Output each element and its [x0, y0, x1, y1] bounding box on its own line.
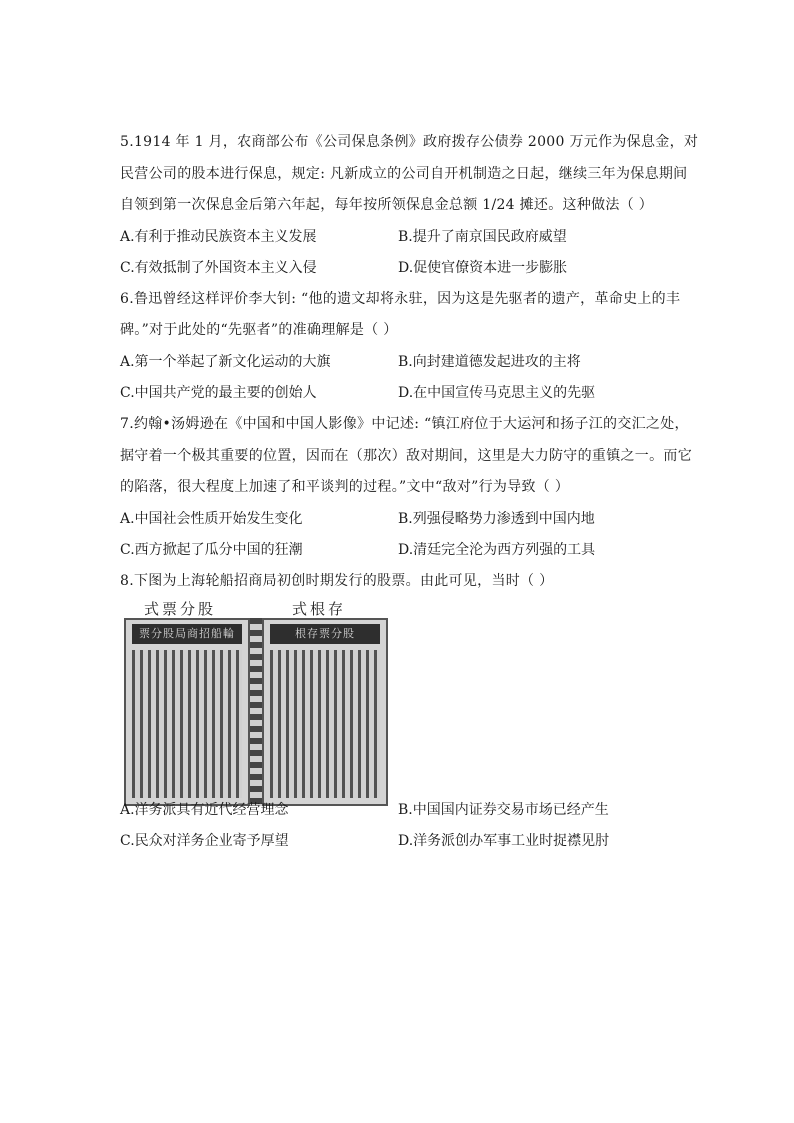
- q5-option-c: C.有效抵制了外国资本主义入侵: [120, 260, 317, 276]
- q7-option-d: D.清廷完全沦为西方列强的工具: [398, 542, 596, 558]
- q5-stem-line-2: 民营公司的股本进行保息，规定: 凡新成立的公司自开机制造之日起，继续三年为保息期间: [120, 166, 688, 182]
- share-certificate-panel: [124, 618, 250, 806]
- q7-option-a: A.中国社会性质开始发生变化: [120, 511, 303, 527]
- q8-option-c: C.民众对洋务企业寄予厚望: [120, 833, 289, 849]
- q5-stem-line-1: 5.1914 年 1 月，农商部公布《公司保息条例》政府拨存公债券 2000 万元作为保息金，对: [120, 134, 699, 150]
- q6-option-d: D.在中国宣传马克思主义的先驱: [398, 385, 596, 401]
- q6-stem-line-1: 6.鲁迅曾经这样评价李大钊: “他的遗文却将永驻，因为这是先驱者的遗产，革命史上的丰: [120, 291, 681, 307]
- q7-stem-line-3: 的陷落，很大程度上加速了和平谈判的过程。”文中“敌对”行为导致（ ）: [120, 479, 570, 495]
- q8-option-b: B.中国国内证券交易市场已经产生: [398, 802, 609, 818]
- stub-certificate-panel: [262, 618, 388, 806]
- q8-option-d: D.洋务派创办军事工业时捉襟见肘: [398, 833, 610, 849]
- q8-stem-line-1: 8.下图为上海轮船招商局初创时期发行的股票。由此可见，当时（ ）: [120, 573, 554, 589]
- stub-certificate-text-columns: [270, 650, 380, 798]
- q7-option-c: C.西方掀起了瓜分中国的狂潮: [120, 542, 303, 558]
- figure-caption-right: 式根存: [292, 600, 347, 618]
- q5-stem-line-3: 自领到第一次保息金后第六年起，每年按所领保息金总额 1/24 摊还。这种做法（ ）: [120, 197, 654, 213]
- q5-option-b: B.提升了南京国民政府威望: [398, 229, 567, 245]
- perforation-seam: [250, 618, 262, 806]
- figure-caption-left: 式票分股: [144, 600, 217, 618]
- q5-option-a: A.有利于推动民族资本主义发展: [120, 229, 317, 245]
- q5-option-d: D.促使官僚资本进一步膨胀: [398, 260, 568, 276]
- q6-stem-line-2: 碑。”对于此处的“先驱者”的准确理解是（ ）: [120, 322, 398, 338]
- q7-option-b: B.列强侵略势力渗透到中国内地: [398, 511, 595, 527]
- q6-option-a: A.第一个举起了新文化运动的大旗: [120, 354, 331, 370]
- share-certificate-text-columns: [132, 650, 242, 798]
- q7-stem-line-2: 据守着一个极其重要的位置，因而在（那次）敌对期间，这里是大力防守的重镇之一。而它: [120, 448, 692, 464]
- stub-certificate-header: 根存票分股: [270, 624, 380, 644]
- q6-option-c: C.中国共产党的最主要的创始人: [120, 385, 317, 401]
- q6-option-b: B.向封建道德发起进攻的主将: [398, 354, 581, 370]
- stock-certificate-image: [124, 598, 388, 808]
- q8-option-a: A.洋务派具有近代经营理念: [120, 802, 289, 818]
- share-certificate-header: 票分股局商招船輪: [132, 624, 242, 644]
- q7-stem-line-1: 7.约翰•汤姆逊在《中国和中国人影像》中记述: “镇江府位于大运河和扬子江的交汇之处，: [120, 416, 689, 432]
